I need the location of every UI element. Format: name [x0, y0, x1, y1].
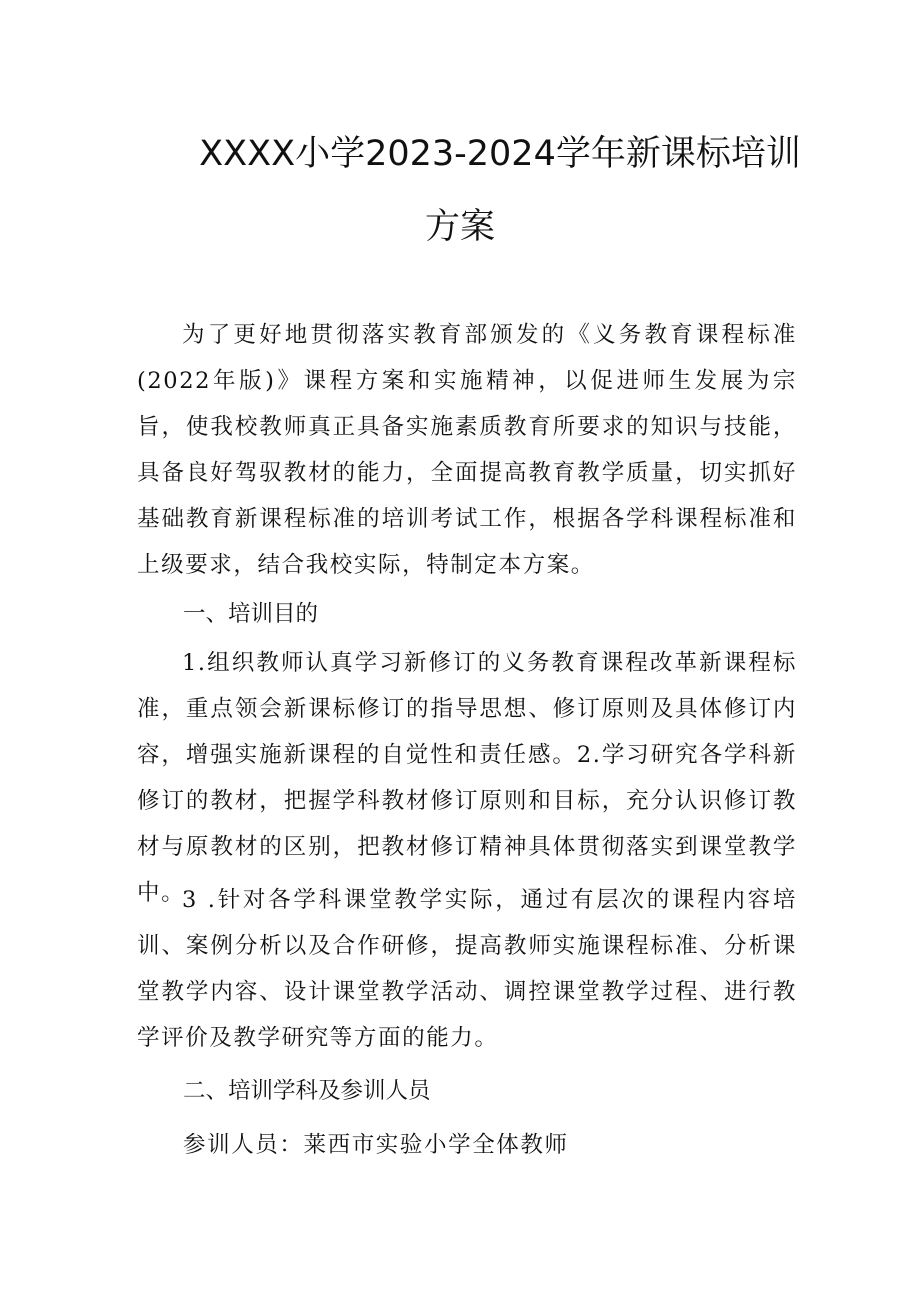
goals-paragraph-3: 3 .针对各学科课堂教学实际，通过有层次的课程内容培训、案例分析以及合作研修，提高教师实施课程标准、分析课堂教学内容、设计课堂教学活动、调控课堂教学过程、进行教学评价及教学研究等方面的能力。 — [137, 887, 797, 1051]
document-title-line2: 方案 — [424, 207, 495, 247]
section-heading-subjects-participants: 二、培训学科及参训人员 — [183, 1078, 431, 1104]
participants-line: 参训人员：莱西市实验小学全体教师 — [183, 1132, 569, 1158]
intro-paragraph: 为了更好地贯彻落实教育部颁发的《义务教育课程标准(2022年版)》课程方案和实施精神，以促进师生发展为宗旨，使我校教师真正具备实施素质教育所要求的知识与技能，具备良好驾驭教材的能力，全面提高教育教学质量，切实抓好基础教育新课程标准的培训考试工作，根据各学科课程标准和上级要求，结合我校实际，特制定本方案。 — [137, 322, 797, 578]
goals-paragraph-1-2: 1.组织教师认真学习新修订的义务教育课程改革新课程标准，重点领会新课标修订的指导思想、修订原则及具体修订内容，增强实施新课程的自觉性和责任感。2.学习研究各学科新修订的教材，把握学科教材修订原则和目标，充分认识修订教材与原教材的区别，把教材修订精神具体贯彻落实到课堂教学中。 — [137, 650, 797, 906]
document-title-line1: XXXX小学2023-2024学年新课标培训 — [199, 134, 801, 174]
section-heading-training-goals: 一、培训目的 — [183, 601, 319, 627]
